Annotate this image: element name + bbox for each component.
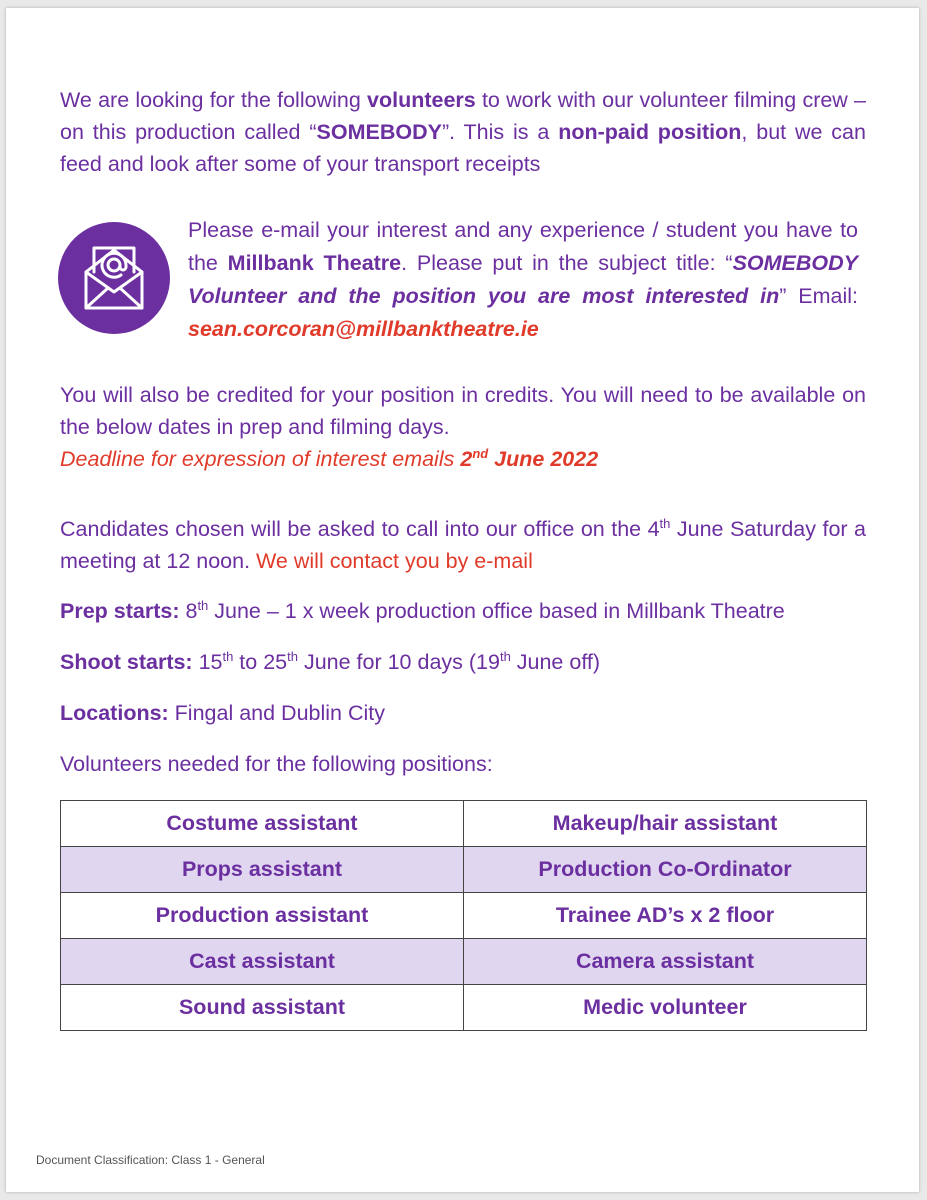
table-cell: Costume assistant [61, 801, 464, 847]
table-cell: Props assistant [61, 847, 464, 893]
table-row [61, 985, 867, 1031]
table-cell: Production Co-Ordinator [464, 847, 867, 893]
locations-line: Locations: Fingal and Dublin City [60, 701, 386, 725]
table-cell: Sound assistant [61, 985, 464, 1031]
shoot-starts-line: Shoot starts: 15th to 25th June for 10 days (19th June off) [60, 648, 601, 674]
document-page [6, 8, 919, 1192]
table-cell: Medic volunteer [464, 985, 867, 1031]
table-cell: Camera assistant [464, 939, 867, 985]
table-cell: Makeup/hair assistant [464, 801, 867, 847]
subject-title: SOMEBODY Volunteer and the position you are most interested in [188, 251, 858, 308]
volunteers-bold: volunteers [367, 88, 476, 112]
contact-notice: We will contact you by e-mail [256, 549, 533, 573]
positions-heading: Volunteers needed for the following positions: [60, 752, 493, 776]
positions-table [60, 800, 867, 1031]
email-instructions: Please e-mail your interest and any experience / student you have to the Millbank Theatre. Please put in the subject title: “SOMEBODY Volunteer and the position you are most interested in” Email: sean.corcoran@millbanktheatre.ie [188, 218, 858, 341]
table-row [61, 801, 867, 847]
theatre-name: Millbank Theatre [227, 251, 402, 275]
non-paid-bold: non-paid position [558, 120, 742, 144]
table-cell: Trainee AD’s x 2 floor [464, 893, 867, 939]
email-address-link[interactable]: sean.corcoran@millbanktheatre.ie [188, 317, 539, 341]
production-title: SOMEBODY [316, 120, 442, 144]
credits-paragraph: You will also be credited for your position in credits. You will need to be available on the below dates in prep and filming days. Deadline for expression of interest emails 2nd June 2022 [60, 383, 866, 471]
table-cell: Cast assistant [61, 939, 464, 985]
intro-paragraph: We are looking for the following volunteers to work with our volunteer filming crew – on this production called “SOMEBODY”. This is a non-paid position, but we can feed and look after some of your transport receipts [60, 88, 867, 176]
deadline-line: Deadline for expression of interest emails 2nd June 2022 [60, 445, 599, 471]
table-cell: Production assistant [61, 893, 464, 939]
envelope-at-icon [58, 222, 170, 334]
candidates-paragraph: Candidates chosen will be asked to call into our office on the 4th June Saturday for a meeting at 12 noon. We will contact you by e-mail [60, 515, 866, 573]
table-row [61, 893, 867, 939]
table-row [61, 939, 867, 985]
document-classification: Document Classification: Class 1 - General [36, 1153, 265, 1167]
table-row [61, 847, 867, 893]
prep-starts-line: Prep starts: 8th June – 1 x week production office based in Millbank Theatre [60, 597, 785, 623]
